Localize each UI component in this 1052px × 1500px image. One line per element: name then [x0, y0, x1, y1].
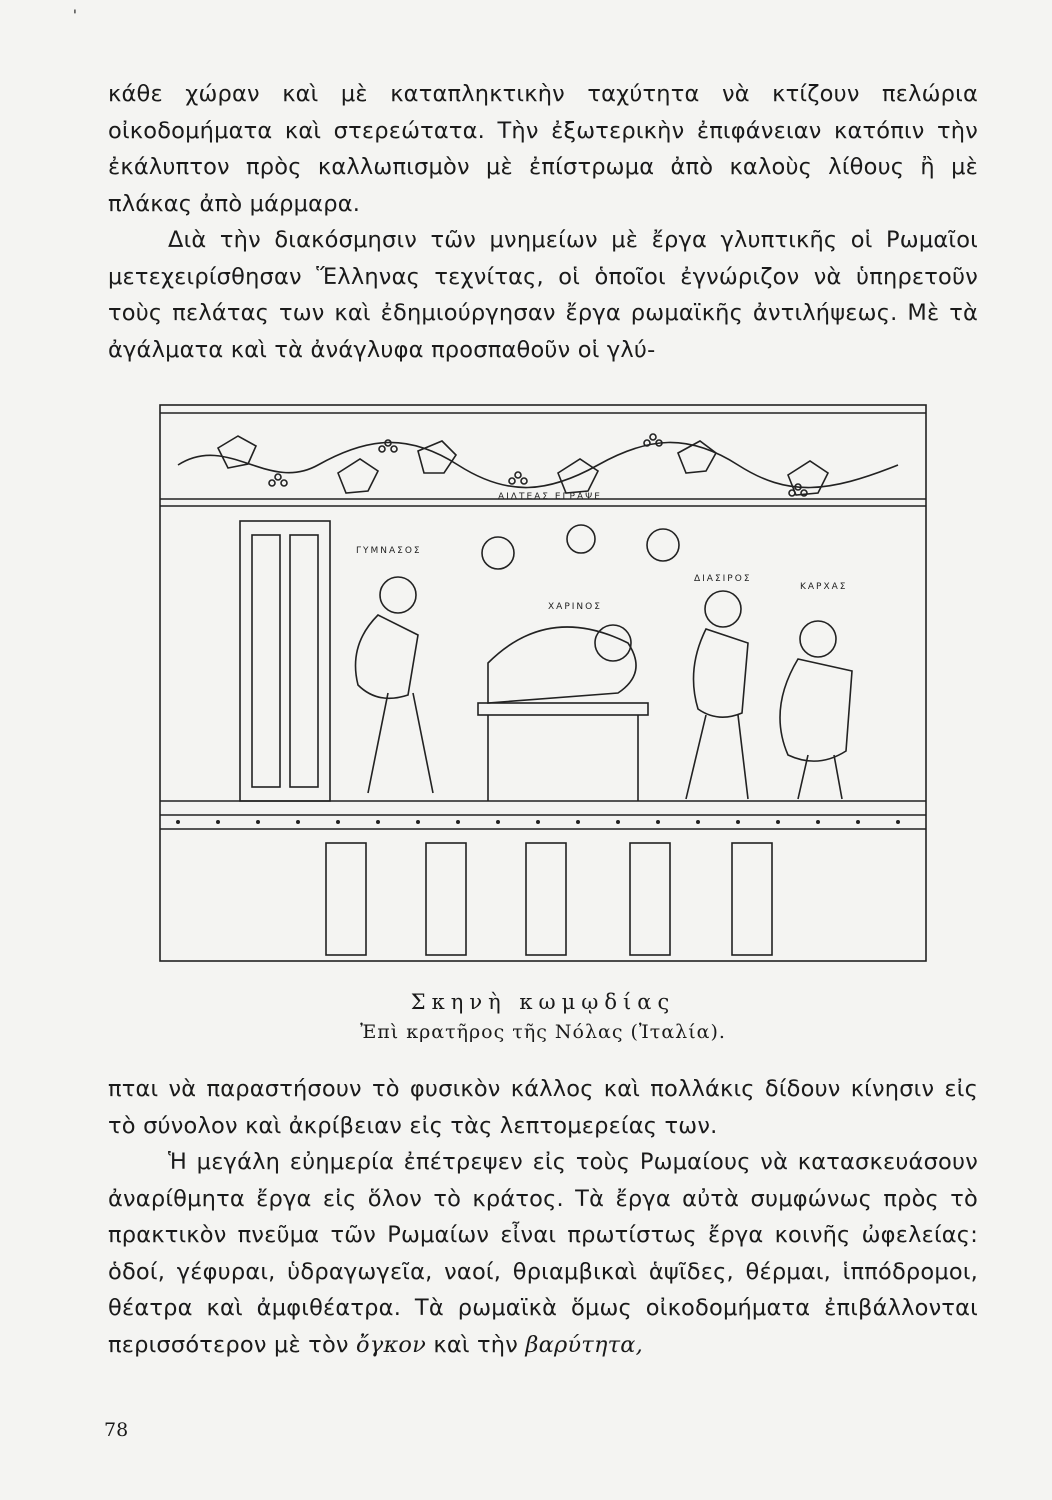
couch: [478, 703, 648, 715]
theatre-mask: [482, 537, 514, 569]
inscription-charinos: ΧΑΡΙΝΟΣ: [548, 602, 602, 612]
figure-frame: [160, 405, 926, 961]
page-number: 78: [104, 1419, 129, 1441]
text-block-top: [108, 76, 978, 368]
figure-gymnasos: [356, 577, 434, 793]
stage-columns: [326, 843, 772, 955]
paragraph-body: Ἡ μεγάλη εὐημερία ἐπέτρεψεν εἰς τοὺς Ρωμαίους νὰ κατασκευάσουν ἀναρίθμητα ἔργα εἰς ὅλον τὸ κράτος. Τὰ ἔργα αὐτὰ συμφώνως πρὸς τὸ πρακτικὸν πνεῦμα τῶν Ρωμαίων εἶναι πρωτίστως ἔργα κοινῆς ὠφελείας: ὁδοί, γέφυραι, ὑδραγωγεῖα, ναοί, θριαμβικαὶ ἁψῖδες, θέρμαι, ἱππόδρομοι, θέατρα καὶ ἀμφιθέατρα. Τὰ ρωμαϊκὰ ὅμως οἰκοδομήματα ἐπιβάλλονται περισσότερον μὲ τὸν: [108, 1149, 978, 1358]
paragraph: κάθε χώραν καὶ μὲ καταπληκτικὴν ταχύτητα νὰ κτίζουν πελώρια οἰκοδομήματα καὶ στερεώτατα. Τὴν ἐξωτερικὴν ἐπιφάνειαν κατόπιν τὴν ἐκάλυπτον πρὸς καλλωπισμὸν μὲ ἐπίστρωμα ἀπὸ καλοὺς λίθους ἢ μὲ πλάκας ἀπὸ μάρμαρα.: [108, 81, 978, 217]
theatre-mask: [647, 529, 679, 561]
comedy-scene-drawing: [158, 403, 928, 963]
text-block-bottom: [108, 1071, 978, 1363]
figure-diasiros: [686, 591, 748, 799]
stage-door: [240, 521, 330, 801]
paragraph-with-italics: [108, 1144, 978, 1363]
ivy-leaf: [338, 459, 378, 493]
figure-karchas: [780, 621, 852, 799]
ivy-leaf: [558, 459, 598, 493]
inscription-top: ΑΙΛΤΕΑΣ ΕΓΡΑΨΕ: [498, 492, 602, 502]
figure-charinos: [488, 625, 636, 703]
figure-caption-title: Σκηνὴ κωμῳδίας: [410, 990, 676, 1014]
paragraph: Διὰ τὴν διακόσμησιν τῶν μνημείων μὲ ἔργα γλυπτικῆς οἱ Ρωμαῖοι μετεχειρίσθησαν Ἕλληνας τεχνίτας, οἱ ὁποῖοι ἐγνώριζον νὰ ὑπηρετοῦν τοὺς πελάτας των καὶ ἐδημιούργησαν ἔργα ρωμαϊκῆς ἀντιλήψεως. Μὲ τὰ ἀγάλματα καὶ τὰ ἀνάγλυφα προσπαθοῦν οἱ γλύ-: [108, 227, 978, 363]
connector-text: καὶ τὴν: [433, 1331, 519, 1358]
ivy-leaf: [418, 441, 456, 473]
paragraph: πται νὰ παραστήσουν τὸ φυσικὸν κάλλος καὶ πολλάκις δίδουν κίνησιν εἰς τὸ σύνολον καὶ ἀκρίβειαν εἰς τὰς λεπτομερείας των.: [108, 1076, 978, 1139]
ivy-leaf: [218, 436, 256, 468]
figure-caption-subtitle: Ἐπὶ κρατῆρος τῆς Νόλας (Ἰταλία).: [360, 1021, 726, 1043]
italic-word: ὄγκον: [356, 1331, 427, 1358]
italic-word: βαρύτητα,: [525, 1331, 644, 1358]
top-margin-mark: ': [73, 8, 77, 24]
vase-illustration: [158, 403, 928, 963]
inscription-diasiros: ΔΙΑΣΙΡΟΣ: [694, 574, 752, 584]
inscription-gymnasos: ΓΥΜΝΑΣΟΣ: [356, 546, 422, 556]
inscription-karchas: ΚΑΡΧΑΣ: [800, 582, 848, 592]
wreath: [567, 525, 595, 553]
